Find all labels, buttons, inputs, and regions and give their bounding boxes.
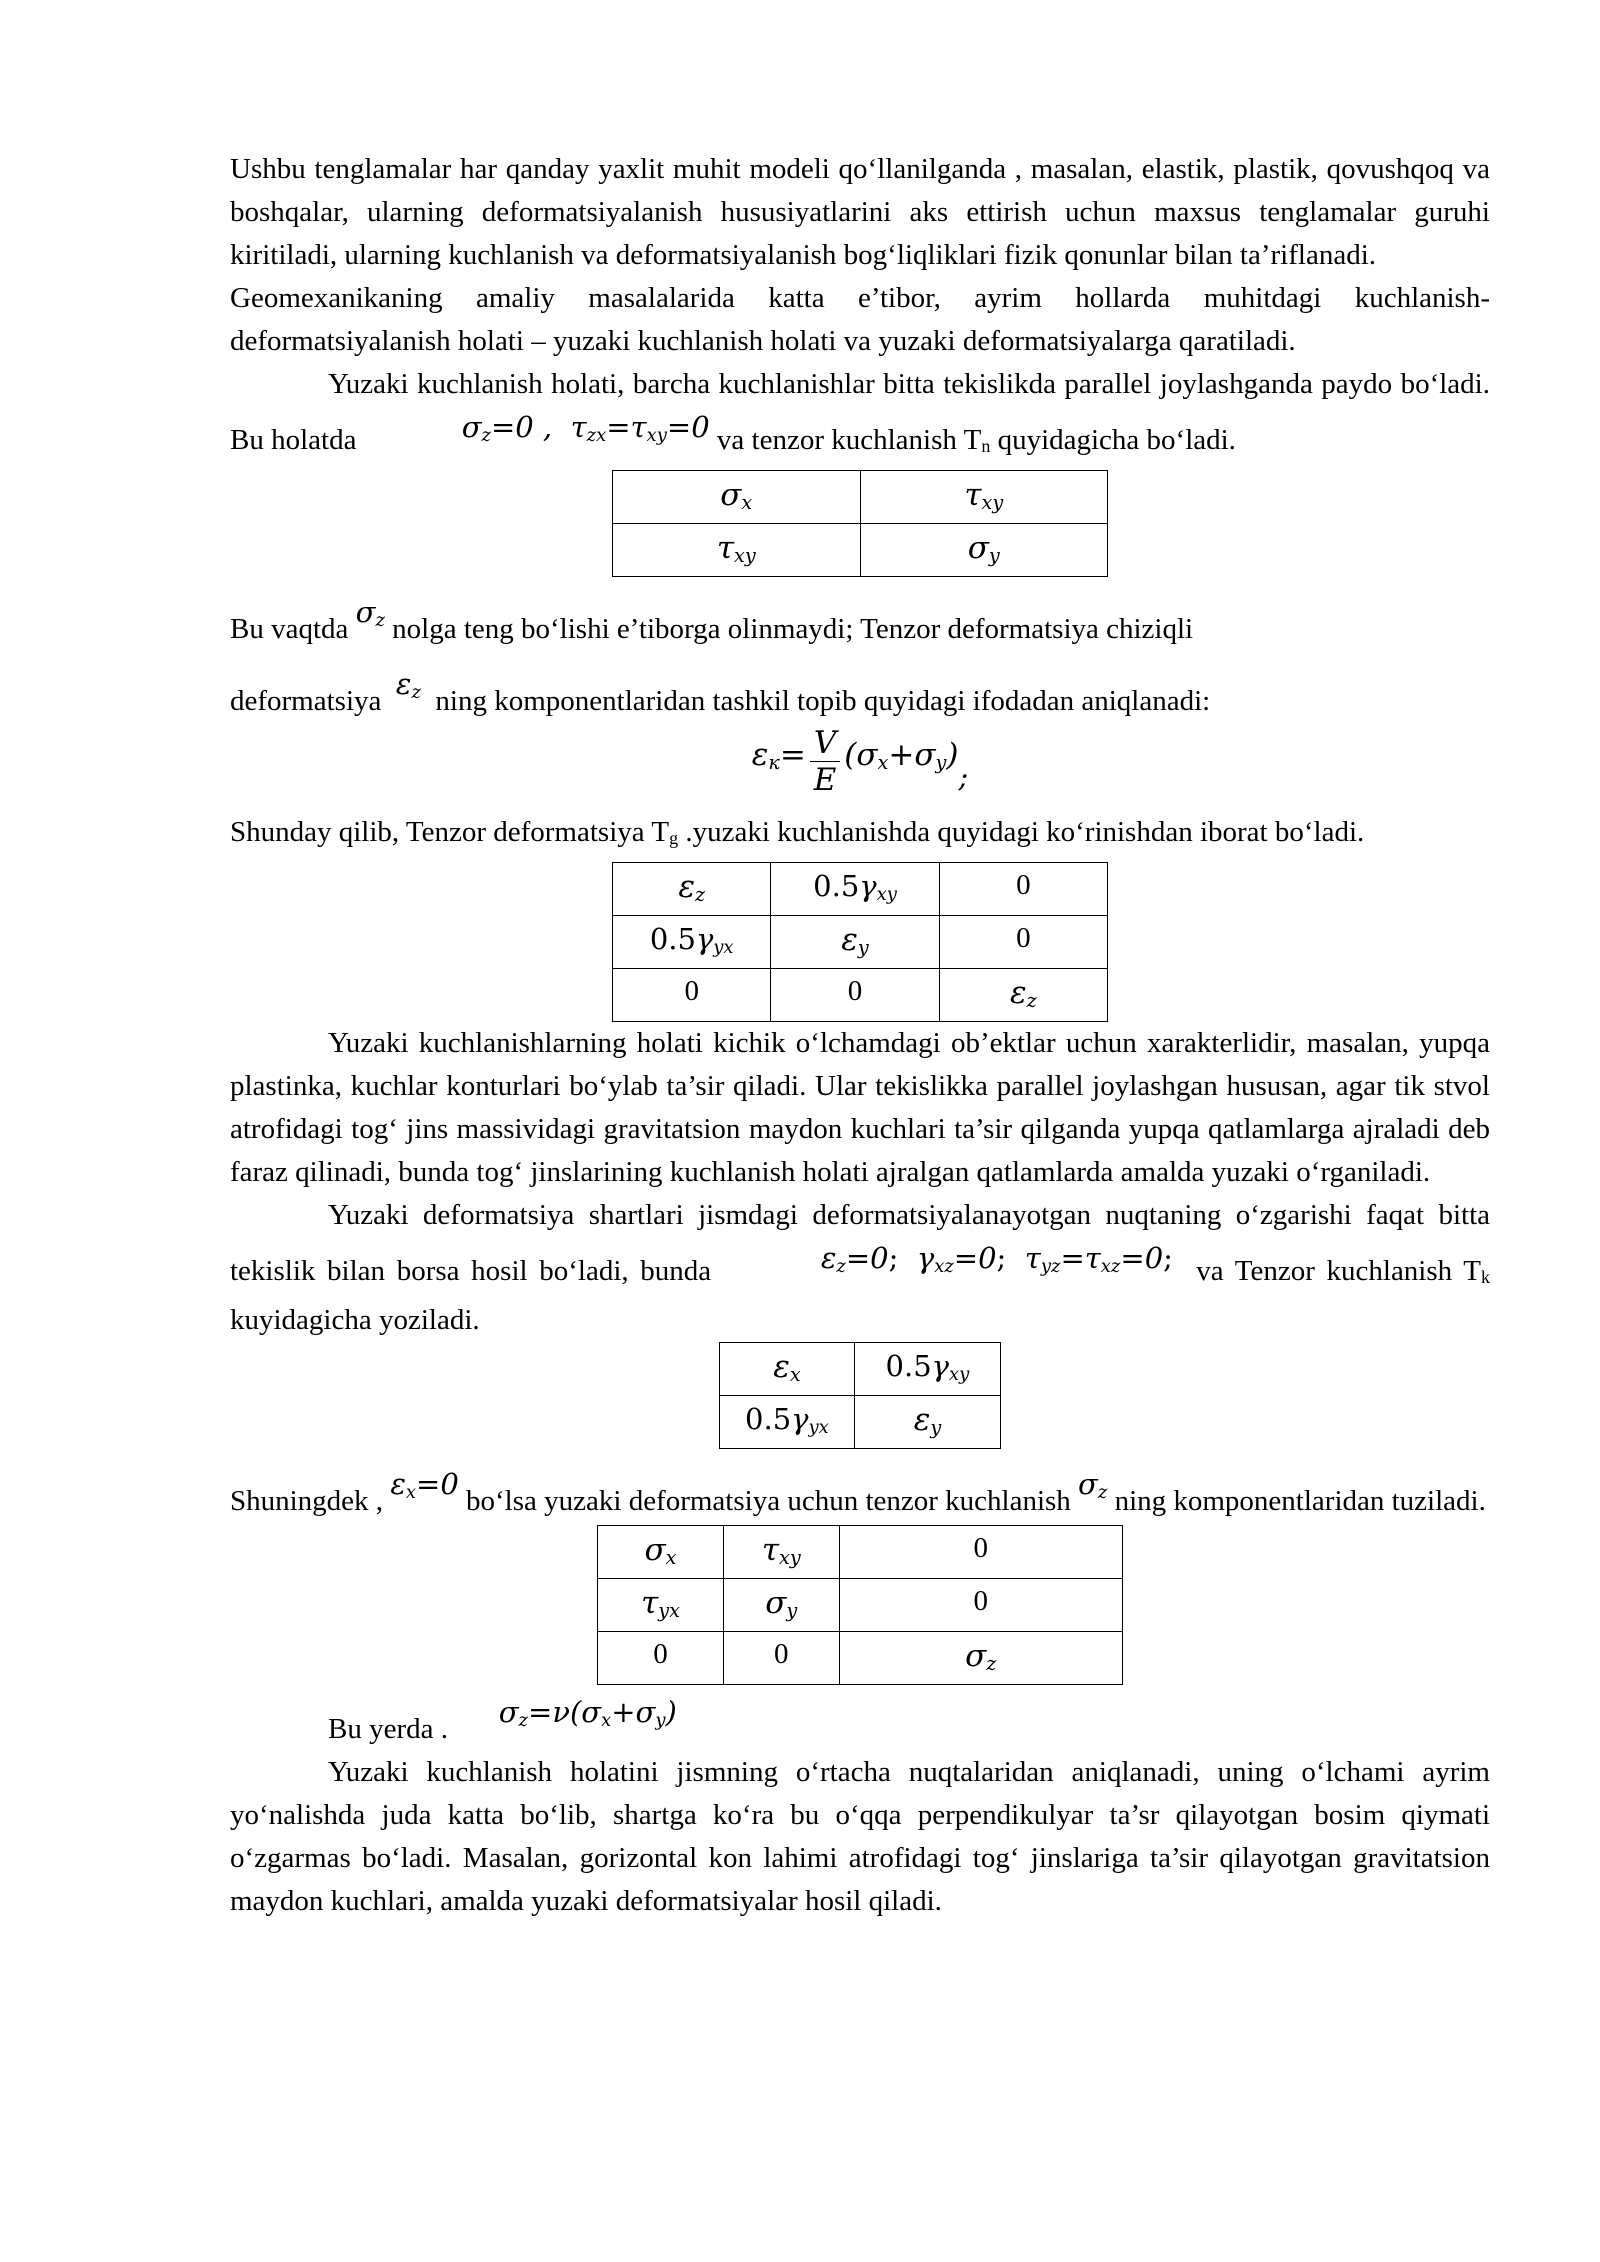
table-cell: 0 (1016, 869, 1031, 901)
table-cell: $\sigma_y$ (765, 1585, 798, 1622)
table-cell: 0 (774, 1638, 789, 1670)
subscript-n: n (981, 436, 991, 456)
subscript-k: k (1481, 1267, 1491, 1287)
table-cell: $\tau_{xy}$ (964, 477, 1004, 514)
paragraph-9-text-a: Shuningdek , (230, 1485, 384, 1517)
paragraph-9-text-b: bo‘lsa yuzaki deformatsiya uchun tenzor kuchlanish (466, 1485, 1071, 1517)
paragraph-5 (230, 663, 1490, 723)
paragraph-2: Geomexanikaning amaliy masalalarida katta e’tibor, ayrim hollarda muhitdagi kuchlanish-deformatsiyalanish holati – yuzaki kuchlanish holati va yuzaki deformatsiyalarga qaratiladi. (230, 282, 1490, 357)
paragraph-6-text-a: Shunday qilib, Tenzor deformatsiya T (230, 816, 670, 848)
table-cell: $0.5\gamma_{yx}$ (745, 1402, 829, 1438)
stress-tensor-3x3-table (597, 1525, 1123, 1685)
paragraph-4-text-a: Bu vaqtda (230, 613, 349, 645)
paragraph-4 (230, 591, 1490, 651)
table-cell: 0 (684, 975, 699, 1007)
table-cell: $\varepsilon_x$ (773, 1349, 801, 1386)
paragraph-8-text-a: Yuzaki deformatsiya shartlari jismdagi deformatsiyalanayotgan nuqtaning o‘zgarishi faqat bitta tekislik bilan borsa hosil bo‘ladi, bunda (230, 1199, 1490, 1287)
formula-eps-z: $\varepsilon_z$ (395, 667, 421, 703)
paragraph-6 (230, 811, 1490, 860)
paragraph-5-text-a: deformatsiya (230, 685, 382, 717)
table-cell: $\sigma_x$ (644, 1532, 677, 1569)
subscript-g: g (669, 828, 679, 848)
paragraph-8-text-c: kuyidagicha yoziladi. (230, 1304, 480, 1336)
paragraph-10-text-a: Bu yerda . (328, 1713, 448, 1745)
table-cell: 0 (973, 1585, 988, 1617)
table-cell: $\tau_{xy}$ (761, 1532, 801, 1569)
formula-sigma-z-2: $\sigma_z$ (1078, 1467, 1108, 1503)
formula-sigma-z: $\sigma_z$ (355, 595, 385, 631)
paragraph-3-text-c: quyidagicha bo‘ladi. (997, 424, 1236, 456)
table-cell: $0.5\gamma_{xy}$ (813, 869, 897, 905)
paragraph-8-text-b: va Tenzor kuchlanish T (1196, 1255, 1482, 1287)
formula-eps-k: $\varepsilon_к=$ $\frac{V}{E}$ $(\sigma_x+\sigma_y)$; (751, 725, 969, 798)
paragraph-5-text-b: ning komponentlaridan tashkil topib quyidagi ifodadan aniqlanadi: (435, 685, 1211, 717)
formula-plane-stress-condition: $\sigma_z=0$ , $\tau_{zx}=\tau_{xy}=0$ (461, 410, 710, 446)
paragraph-9 (230, 1463, 1490, 1523)
paragraph-6-text-b: .yuzaki kuchlanishda quyidagi ko‘rinishdan iborat bo‘ladi. (685, 816, 1365, 848)
table-cell: 0 (847, 975, 863, 1007)
table-cell: $\sigma_z$ (965, 1638, 997, 1675)
paragraph-4-text-b: nolga teng bo‘lishi e’tiborga olinmaydi; Tenzor deformatsiya chiziqli (392, 613, 1194, 645)
table-cell: $\sigma_y$ (967, 530, 1000, 567)
paragraph-3 (230, 363, 1490, 468)
table-cell: 0 (973, 1532, 988, 1564)
table-cell: $\varepsilon_y$ (841, 922, 869, 959)
formula-sigma-z-definition: $\sigma_z=\nu(\sigma_x+\sigma_y)$ (498, 1695, 677, 1731)
paragraph-10 (230, 1691, 1490, 1751)
table-cell: $\tau_{xy}$ (716, 530, 756, 567)
table-cell: $\varepsilon_z$ (1009, 975, 1037, 1012)
paragraph-7: Yuzaki kuchlanishlarning holati kichik o‘lchamdagi ob’ektlar uchun xarakterlidir, masalan, yupqa plastinka, kuchlar konturlari bo‘ylab ta’sir qiladi. Ular tekislikka parallel joylashgan hususan, agar tik stvol atrofidagi tog‘ jins massividagi gravitatsion maydon kuchlari ta’sir qilganda yupqa qatlamlarga ajraladi deb faraz qilinadi, bunda tog‘ jinslarining kuchlanish holati ajralgan qatlamlarda amalda yuzaki o‘rganiladi. (230, 1027, 1490, 1188)
formula-plane-strain-condition: $\varepsilon_z=0$; $\gamma_{xz}=0$; $\tau_{yz}=\tau_{xz}=0$; (820, 1241, 1173, 1277)
table-cell: $0.5\gamma_{xy}$ (885, 1349, 970, 1385)
table-cell: 0 (653, 1638, 668, 1670)
table-cell: 0 (1016, 922, 1031, 954)
paragraph-11: Yuzaki kuchlanish holatini jismning o‘rtacha nuqtalaridan aniqlanadi, uning o‘lchami ayrim yo‘nalishda juda katta bo‘lib, shartga ko‘ra bu o‘qqa perpendikulyar ta’sr qilayotgan bosim qiymati o‘zgarmas bo‘ladi. Masalan, gorizontal kon lahimi atrofidagi tog‘ jinslariga ta’sir qilayotgan gravitatsion maydon kuchlari, amalda yuzaki deformatsiyalar hosil qiladi. (230, 1756, 1490, 1917)
paragraph-3-text-b: va tenzor kuchlanish T (716, 424, 982, 456)
table-cell: $\sigma_x$ (720, 477, 753, 514)
paragraph-9-text-c: ning komponentlaridan tuziladi. (1114, 1485, 1486, 1517)
strain-tensor-table (612, 862, 1108, 1022)
formula-eps-x-zero: $\varepsilon_x=0$ (390, 1467, 459, 1503)
stress-tensor-2x2-table (719, 1342, 1001, 1449)
table-cell: $\varepsilon_y$ (913, 1402, 942, 1439)
table-cell: $\varepsilon_z$ (678, 869, 706, 906)
stress-tensor-table (612, 470, 1108, 577)
paragraph-8 (230, 1194, 1490, 1342)
table-cell: $0.5\gamma_{yx}$ (649, 922, 734, 958)
paragraph-1: Ushbu tenglamalar har qanday yaxlit muhit modeli qo‘llanilganda , masalan, elastik, plastik, qovushqoq va boshqalar, ularning deformatsiyalanish hususiyatlarini aks ettirish uchun maxsus tenglamalar guruhi kiritiladi, ularning kuchlanish va deformatsiyalanish bog‘liqliklari fizik qonunlar bilan ta’riflanadi. (230, 153, 1490, 271)
table-cell: $\tau_{yx}$ (641, 1585, 680, 1622)
paragraph-3-text-a: Yuzaki kuchlanish holati, barcha kuchlanishlar bitta tekislikda parallel joylashganda paydo bo‘ladi. Bu holatda (230, 368, 1490, 456)
document-page (230, 148, 1490, 1923)
